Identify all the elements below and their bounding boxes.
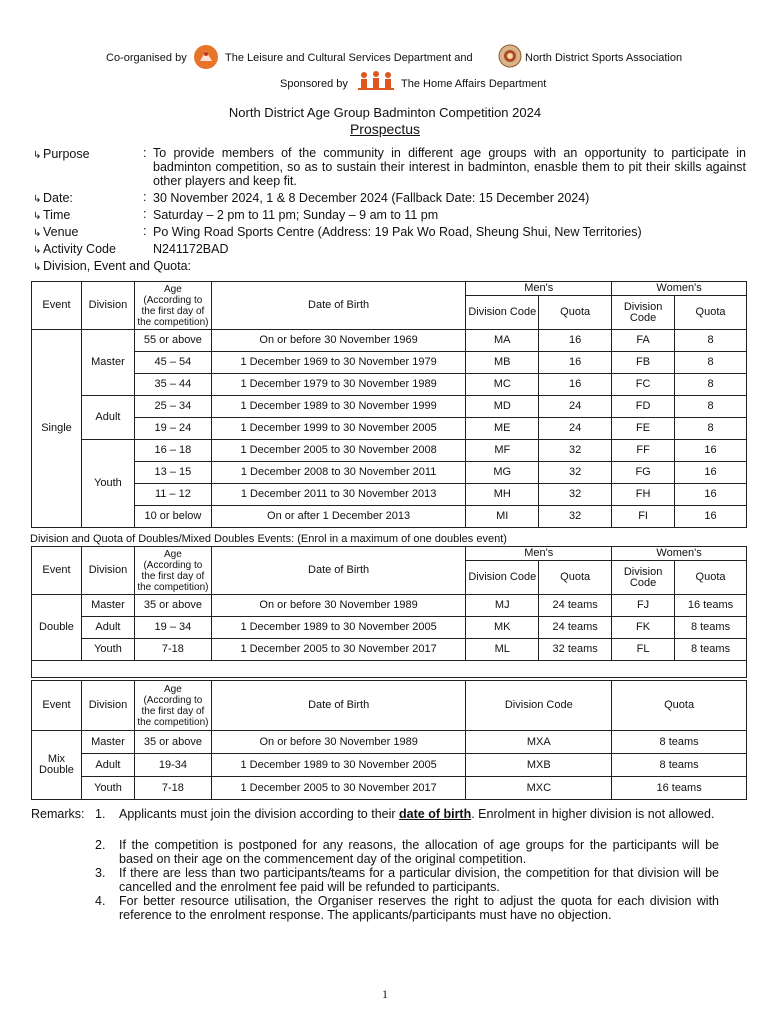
division-cell: Master xyxy=(81,595,134,617)
remark-number: 1. xyxy=(95,807,106,821)
table-row xyxy=(32,639,747,661)
dob-cell: 1 December 1969 to 30 November 1979 xyxy=(211,352,465,374)
header-m-division-code: Division Code xyxy=(466,561,539,595)
table-row xyxy=(32,617,747,639)
womens-code-cell: FI xyxy=(612,506,675,528)
mens-quota-cell: 16 xyxy=(539,330,612,352)
womens-code-cell: FB xyxy=(612,352,675,374)
remarks-label: Remarks: xyxy=(31,807,85,821)
header-m-quota: Quota xyxy=(539,561,612,595)
header-dob: Date of Birth xyxy=(211,547,465,595)
womens-code-cell: FL xyxy=(612,639,675,661)
age-cell: 25 – 34 xyxy=(134,396,211,418)
mixed-table xyxy=(31,680,747,800)
header-event: Event xyxy=(32,681,82,731)
quota-cell: 8 teams xyxy=(612,731,747,754)
header-quota: Quota xyxy=(612,681,747,731)
womens-quota-cell: 8 xyxy=(675,330,747,352)
table-row xyxy=(32,731,747,754)
division-label-row xyxy=(33,259,191,273)
age-cell: 16 – 18 xyxy=(134,440,211,462)
womens-code-cell: FJ xyxy=(612,595,675,617)
age-label: Age xyxy=(164,548,182,560)
page-title: North District Age Group Badminton Competition 2024 xyxy=(228,105,542,120)
remark-1-pre: Applicants must join the division according to their xyxy=(119,807,400,821)
purpose-label-row xyxy=(33,147,90,161)
table-row xyxy=(32,440,747,462)
mens-quota-cell: 16 xyxy=(539,352,612,374)
spacer-row xyxy=(32,661,747,678)
age-cell: 45 – 54 xyxy=(134,352,211,374)
age-cell: 10 or below xyxy=(134,506,211,528)
header-division: Division xyxy=(81,282,134,330)
mens-code-cell: ME xyxy=(466,418,539,440)
quota-cell: 16 teams xyxy=(612,777,747,800)
age-cell: 55 or above xyxy=(134,330,211,352)
age-note: (According to the first day of the competition) xyxy=(137,694,209,728)
age-cell: 19 – 24 xyxy=(134,418,211,440)
womens-code-cell: FG xyxy=(612,462,675,484)
mens-code-cell: MI xyxy=(466,506,539,528)
header-w-division-code: Division Code xyxy=(612,296,675,330)
had-name: The Home Affairs Department xyxy=(401,78,547,90)
code-label-row xyxy=(33,242,116,256)
lcsd-logo-icon xyxy=(194,45,218,69)
womens-quota-cell: 8 xyxy=(675,418,747,440)
division-code-cell: MXC xyxy=(466,777,612,800)
division-cell: Master xyxy=(81,330,134,396)
date-label-row xyxy=(33,191,73,205)
sponsored-label: Sponsored by xyxy=(280,78,348,90)
womens-code-cell: FA xyxy=(612,330,675,352)
age-cell: 19-34 xyxy=(134,754,211,777)
colon: : xyxy=(143,190,147,204)
dob-cell: 1 December 2005 to 30 November 2008 xyxy=(211,440,465,462)
ndsa-name: North District Sports Association xyxy=(525,52,683,64)
age-note: (According to the first day of the competition) xyxy=(137,294,209,328)
womens-code-cell: FE xyxy=(612,418,675,440)
division-cell: Youth xyxy=(81,639,134,661)
header-division-code: Division Code xyxy=(466,681,612,731)
age-cell: 35 – 44 xyxy=(134,374,211,396)
mens-quota-cell: 32 xyxy=(539,462,612,484)
division-cell: Adult xyxy=(81,617,134,639)
age-label: Age xyxy=(163,283,182,295)
header-age xyxy=(134,681,211,731)
colon: : xyxy=(143,224,147,238)
dob-cell: On or before 30 November 1969 xyxy=(211,330,465,352)
age-cell: 13 – 15 xyxy=(134,462,211,484)
remark-1-emphasis: date of birth xyxy=(399,807,472,821)
division-code-cell: MXB xyxy=(466,754,612,777)
header-age xyxy=(134,547,211,595)
dob-cell: 1 December 1989 to 30 November 2005 xyxy=(211,754,466,777)
age-cell: 11 – 12 xyxy=(134,484,211,506)
mens-quota-cell: 24 teams xyxy=(539,617,612,639)
dob-cell: On or before 30 November 1989 xyxy=(211,595,465,617)
activity-code-text: N241172BAD xyxy=(153,242,229,256)
womens-quota-cell: 16 xyxy=(675,506,747,528)
mens-code-cell: ML xyxy=(466,639,539,661)
table-row xyxy=(32,396,747,418)
age-note: (According to the first day of the competition) xyxy=(137,559,209,593)
date-label: Date: xyxy=(43,191,73,205)
age-cell: 7-18 xyxy=(134,777,211,800)
womens-quota-cell: 8 xyxy=(675,352,747,374)
dob-cell: On or before 30 November 1989 xyxy=(211,731,466,754)
table-row xyxy=(32,754,747,777)
mens-code-cell: MC xyxy=(466,374,539,396)
womens-code-cell: FF xyxy=(612,440,675,462)
mens-quota-cell: 24 teams xyxy=(539,595,612,617)
page-subtitle: Prospectus xyxy=(349,121,421,137)
colon: : xyxy=(143,146,147,160)
dob-cell: 1 December 2005 to 30 November 2017 xyxy=(211,777,466,800)
mens-code-cell: MD xyxy=(466,396,539,418)
division-quota-label: Division, Event and Quota: xyxy=(43,259,191,273)
quota-cell: 8 teams xyxy=(612,754,747,777)
division-cell: Adult xyxy=(81,396,134,440)
had-logo-icon xyxy=(356,70,396,92)
womens-code-cell: FK xyxy=(612,617,675,639)
age-label: Age xyxy=(164,683,182,695)
header-dob: Date of Birth xyxy=(211,681,466,731)
coorganised-label: Co-organised by xyxy=(106,52,187,64)
time-label-row xyxy=(33,208,70,222)
lcsd-name: The Leisure and Cultural Services Department and xyxy=(225,52,473,64)
header-age xyxy=(134,282,211,330)
mens-quota-cell: 32 teams xyxy=(539,639,612,661)
header-womens: Women's xyxy=(612,282,747,296)
header-m-division-code: Division Code xyxy=(466,296,539,330)
mens-code-cell: MB xyxy=(466,352,539,374)
table-row xyxy=(32,330,747,352)
doubles-table xyxy=(31,546,747,678)
header-mens: Men's xyxy=(466,547,612,561)
remark-1 xyxy=(119,807,719,821)
mens-quota-cell: 32 xyxy=(539,440,612,462)
womens-quota-cell: 16 xyxy=(675,484,747,506)
table-row xyxy=(32,777,747,800)
event-cell: Double xyxy=(32,595,82,661)
header-division: Division xyxy=(81,547,134,595)
header-mens: Men's xyxy=(466,282,612,296)
mens-quota-cell: 32 xyxy=(539,484,612,506)
header-event: Event xyxy=(32,282,82,330)
bullet-arrow-icon: ↳ xyxy=(33,194,42,205)
mens-quota-cell: 16 xyxy=(539,374,612,396)
table-row xyxy=(32,506,747,528)
event-cell: Single xyxy=(32,330,82,528)
mens-quota-cell: 32 xyxy=(539,506,612,528)
division-cell: Adult xyxy=(81,754,134,777)
bullet-arrow-icon: ↳ xyxy=(33,150,42,161)
page-number: 1 xyxy=(382,987,388,1001)
womens-quota-cell: 8 teams xyxy=(675,639,747,661)
division-cell: Youth xyxy=(81,440,134,528)
venue-text: Po Wing Road Sports Centre (Address: 19 Pak Wo Road, Sheung Shui, New Territories) xyxy=(153,225,642,239)
date-text: 30 November 2024, 1 & 8 December 2024 (Fallback Date: 15 December 2024) xyxy=(153,191,590,205)
womens-quota-cell: 16 xyxy=(675,462,747,484)
age-cell: 35 or above xyxy=(134,731,211,754)
mens-quota-cell: 24 xyxy=(539,418,612,440)
dob-cell: 1 December 2008 to 30 November 2011 xyxy=(211,462,465,484)
remark-number: 2. xyxy=(95,838,106,852)
bullet-arrow-icon: ↳ xyxy=(33,211,42,222)
purpose-label: Purpose xyxy=(43,147,90,161)
purpose-text: To provide members of the community in different age groups with an opportunity to participate in badminton competition, so as to sustain their interest in badminton, enasble them to pit their skills against other players and keep fit. xyxy=(153,146,746,188)
womens-code-cell: FD xyxy=(612,396,675,418)
division-code-cell: MXA xyxy=(466,731,612,754)
womens-quota-cell: 16 teams xyxy=(675,595,747,617)
dob-cell: 1 December 1989 to 30 November 2005 xyxy=(211,617,465,639)
womens-code-cell: FC xyxy=(612,374,675,396)
venue-label-row xyxy=(33,225,78,239)
doubles-note: Division and Quota of Doubles/Mixed Doubles Events: (Enrol in a maximum of one doubles event) xyxy=(30,533,507,545)
mens-code-cell: MK xyxy=(466,617,539,639)
bullet-arrow-icon: ↳ xyxy=(33,245,42,256)
header-event: Event xyxy=(32,547,82,595)
table-row xyxy=(32,418,747,440)
womens-quota-cell: 8 teams xyxy=(675,617,747,639)
womens-quota-cell: 8 xyxy=(675,374,747,396)
age-cell: 7-18 xyxy=(134,639,211,661)
remark-2: If the competition is postponed for any reasons, the allocation of age groups for the participants will be based on their age on the commencement day of the original competition. xyxy=(119,838,719,866)
header-w-quota: Quota xyxy=(675,561,747,595)
table-row xyxy=(32,595,747,617)
dob-cell: 1 December 1989 to 30 November 1999 xyxy=(211,396,465,418)
mens-quota-cell: 24 xyxy=(539,396,612,418)
header-w-division-code: Division Code xyxy=(612,561,675,595)
activity-code-label: Activity Code xyxy=(43,242,116,256)
dob-cell: 1 December 2005 to 30 November 2017 xyxy=(211,639,465,661)
colon: : xyxy=(143,207,147,221)
ndsa-logo-icon xyxy=(498,44,522,68)
age-cell: 35 or above xyxy=(134,595,211,617)
bullet-arrow-icon: ↳ xyxy=(33,262,42,273)
mens-code-cell: MA xyxy=(466,330,539,352)
mens-code-cell: MJ xyxy=(466,595,539,617)
division-cell: Master xyxy=(81,731,134,754)
age-cell: 19 – 34 xyxy=(134,617,211,639)
table-row xyxy=(32,352,747,374)
remark-1-post: . Enrolment in higher division is not allowed. xyxy=(471,807,715,821)
bullet-arrow-icon: ↳ xyxy=(33,228,42,239)
womens-quota-cell: 8 xyxy=(675,396,747,418)
division-cell: Youth xyxy=(81,777,134,800)
event-cell: Mix Double xyxy=(32,731,82,800)
mens-code-cell: MF xyxy=(466,440,539,462)
header-dob: Date of Birth xyxy=(211,282,465,330)
header-division: Division xyxy=(81,681,134,731)
dob-cell: 1 December 1999 to 30 November 2005 xyxy=(211,418,465,440)
venue-label: Venue xyxy=(43,225,79,239)
header-womens: Women's xyxy=(612,547,747,561)
dob-cell: 1 December 2011 to 30 November 2013 xyxy=(211,484,465,506)
header-m-quota: Quota xyxy=(539,296,612,330)
remark-3: If there are less than two participants/teams for a particular division, the competition for that division will be cancelled and the enrolment fee paid will be refunded to participants. xyxy=(119,866,719,894)
table-row xyxy=(32,484,747,506)
table-row xyxy=(32,462,747,484)
singles-table xyxy=(31,281,747,528)
womens-quota-cell: 16 xyxy=(675,440,747,462)
womens-code-cell: FH xyxy=(612,484,675,506)
header-w-quota: Quota xyxy=(675,296,747,330)
mens-code-cell: MG xyxy=(466,462,539,484)
remark-number: 3. xyxy=(95,866,106,880)
time-label: Time xyxy=(43,208,71,222)
time-text: Saturday – 2 pm to 11 pm; Sunday – 9 am to 11 pm xyxy=(153,208,439,222)
remark-4: For better resource utilisation, the Organiser reserves the right to adjust the quota for each division with reference to the enrolment response. The applicants/participants must have no objection. xyxy=(119,894,719,922)
mens-code-cell: MH xyxy=(466,484,539,506)
remark-number: 4. xyxy=(95,894,106,908)
table-row xyxy=(32,374,747,396)
dob-cell: On or after 1 December 2013 xyxy=(211,506,465,528)
dob-cell: 1 December 1979 to 30 November 1989 xyxy=(211,374,465,396)
